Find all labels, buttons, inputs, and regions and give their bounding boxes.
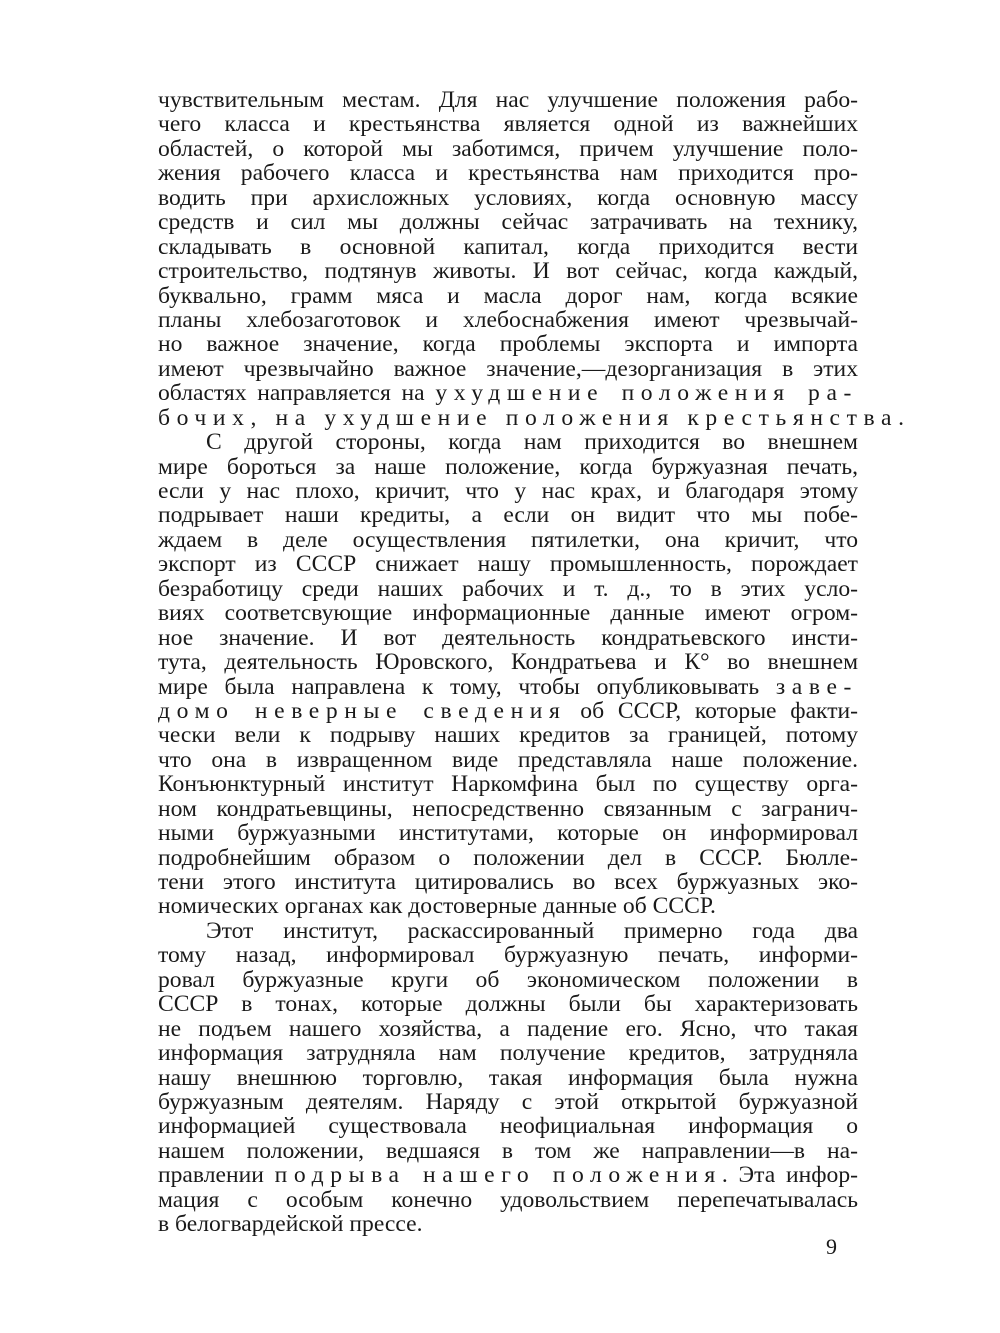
text-line: чески вели к подрыву наших кредитов за границей, потому	[158, 722, 858, 749]
text-line: нашу внешнюю торговлю, такая информация была нужна	[158, 1064, 858, 1091]
paragraph	[158, 87, 904, 431]
text-line: тому назад, информировал буржуазную печать, информи-	[158, 942, 858, 969]
text-line: мире бороться за наше положение, когда буржуазная печать,	[158, 453, 858, 480]
text-line: ном кондратьевщины, непосредственно связанным с загранич-	[158, 795, 858, 822]
text-line: но важное значение, когда проблемы экспорта и импорта	[158, 331, 858, 358]
text-line	[158, 381, 858, 405]
spaced-emphasis: домо неверные сведения	[158, 697, 567, 724]
document-body	[158, 87, 904, 1238]
text-line: что она в извращенном виде представляла наше положение.	[158, 746, 858, 773]
spaced-emphasis: бочих, на ухудшение положения крестьянства	[158, 404, 899, 431]
text-line: С другой стороны, когда нам приходится во внешнем	[206, 429, 858, 456]
text-line: Этот институт, раскассированный примерно года два	[206, 917, 858, 944]
text-line: СССР в тонах, которые должны были бы характеризовать	[158, 991, 858, 1018]
spaced-emphasis: подрыва нашего положения	[274, 1162, 722, 1189]
text-line: средств и сил мы должны сейчас затрачивать на технику,	[158, 209, 858, 236]
text-line: экспорт из СССР снижает нашу промышленность, порождает	[158, 551, 858, 578]
text-line: безработицу среди наших рабочих и т. д., то в этих усло-	[158, 575, 858, 602]
text-line	[158, 404, 904, 431]
text-segment: мире была направлена к тому, чтобы опубликовывать	[158, 673, 776, 700]
text-line	[158, 699, 858, 723]
text-line: буржуазным деятелям. Наряду с этой открытой буржуазной	[158, 1088, 858, 1115]
spaced-emphasis: ухудшение положения ра-	[435, 380, 858, 407]
text-line: мация с особым конечно удовольствием перепечатывалась	[158, 1186, 858, 1213]
text-line: в белогвардейской прессе.	[158, 1211, 423, 1238]
text-line: буквально, грамм мяса и масла дорог нам, когда всякие	[158, 282, 858, 309]
text-line: ждаем в деле осуществления пятилетки, она кричит, что	[158, 526, 858, 553]
text-line: чувствительным местам. Для нас улучшение положения рабо-	[158, 87, 858, 113]
text-line: складывать в основной капитал, когда приходится вести	[158, 233, 858, 260]
text-line: информация затрудняла нам получение кредитов, затрудняла	[158, 1040, 858, 1067]
text-line: водить при архисложных условиях, когда основную массу	[158, 184, 858, 211]
text-line: ровал буржуазные круги об экономическом положении в	[158, 966, 858, 993]
text-segment: правлении	[158, 1162, 275, 1189]
text-segment: . Эта инфор-	[721, 1162, 858, 1189]
text-line: не подъем нашего хозяйства, а падение его. Ясно, что такая	[158, 1015, 858, 1042]
text-line: строительство, подтянув животы. И вот сейчас, когда каждый,	[158, 258, 858, 285]
text-line: информацией существовала неофициальная информация о	[158, 1113, 858, 1140]
text-line: если у нас плохо, кричит, что у нас крах, и благодаря этому	[158, 478, 858, 504]
spaced-emphasis: заве-	[775, 673, 858, 700]
text-line: подрывает наши кредиты, а если он видит что мы побе-	[158, 502, 858, 529]
text-line: тута, деятельность Юровского, Кондратьева и К° во внешнем	[158, 649, 858, 676]
text-line: Конъюнктурный институт Наркомфина был по существу орга-	[158, 771, 858, 798]
text-line: подробнейшим образом о положении дел в СССР. Бюлле-	[158, 844, 858, 871]
text-line: ными буржуазными институтами, которые он информировал	[158, 820, 858, 847]
text-segment: об СССР, которые факти-	[566, 697, 858, 724]
text-line: чего класса и крестьянства является одной из важнейших	[158, 111, 858, 138]
text-line	[158, 675, 858, 699]
text-line: ное значение. И вот деятельность кондратьевского инсти-	[158, 624, 858, 651]
text-line: областей, о которой мы заботимся, причем улучшение поло-	[158, 135, 858, 162]
text-line: имеют чрезвычайно важное значение,—дезорганизация в этих	[158, 355, 858, 382]
text-line: планы хлебозаготовок и хлебоснабжения имеют чрезвычай-	[158, 306, 858, 333]
text-line: нашем положении, ведшаяся в том же направлении—в на-	[158, 1137, 858, 1164]
text-line: тени этого института цитировались во всех буржуазных эко-	[158, 869, 858, 895]
text-segment: .	[898, 404, 904, 431]
paragraph	[158, 919, 858, 1237]
page-number: 9	[826, 1234, 837, 1259]
text-line: жения рабочего класса и крестьянства нам приходится про-	[158, 160, 858, 187]
paragraph	[158, 430, 858, 919]
text-line	[158, 1163, 858, 1187]
text-line: номических органах как достоверные данные об СССР.	[158, 893, 716, 920]
text-segment: областях направляется на	[158, 380, 436, 407]
text-line: виях соответсвующие информационные данные имеют огром-	[158, 600, 858, 627]
